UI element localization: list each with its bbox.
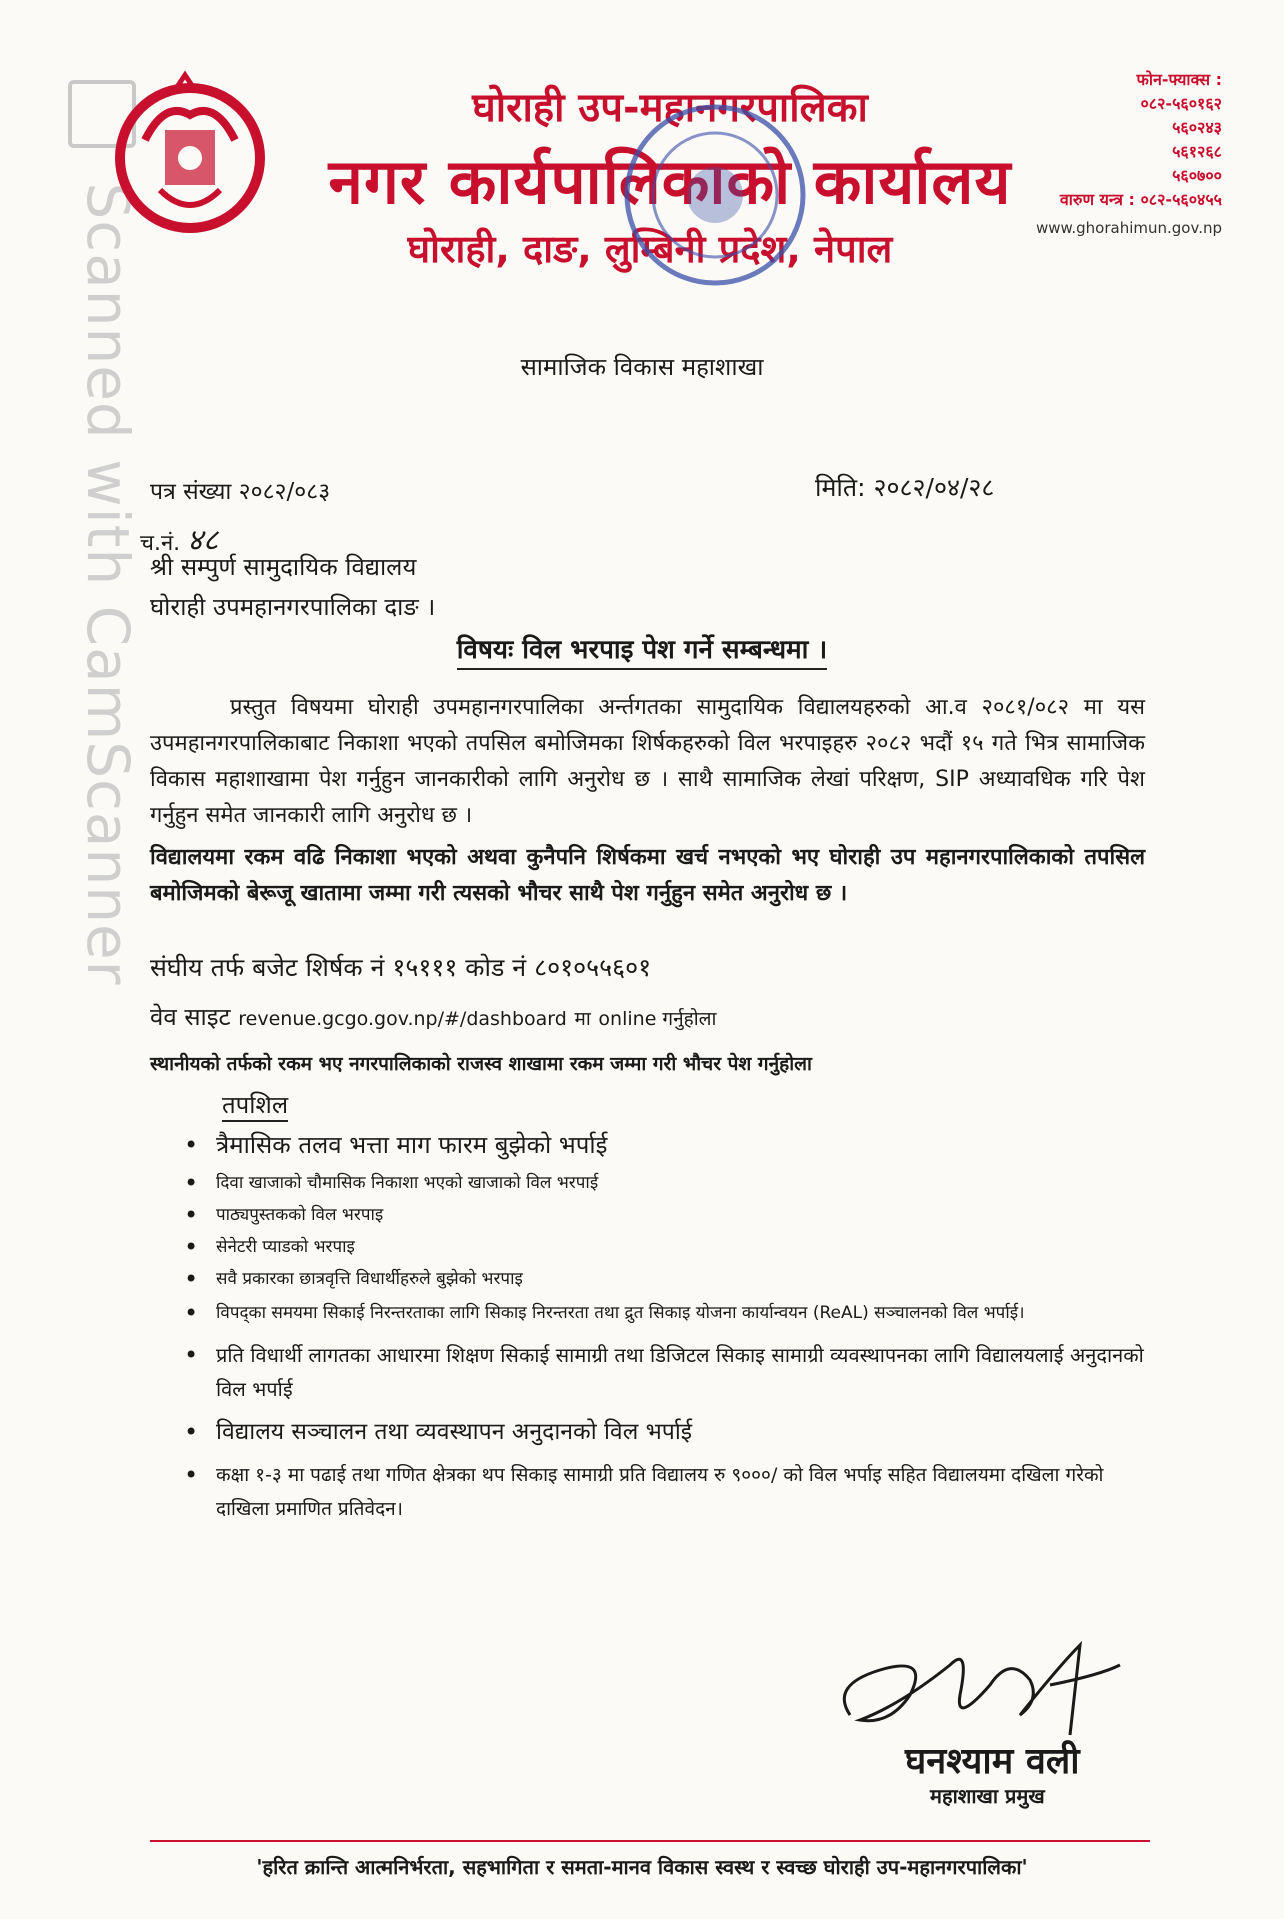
footer-slogan: 'हरित क्रान्ति आत्मनिर्भरता, सहभागिता र समता-मानव विकास स्वस्थ र स्वच्छ घोराही उप-महानगरपालिका' [256, 1855, 1028, 1879]
list-item: • प्रति विधार्थी लागतका आधारमा शिक्षण सिकाई सामाग्री तथा डिजिटल सिकाइ सामाग्री व्यवस्थापनका लागि विद्यालयलाई अनुदानको विल भर्पाई [178, 1338, 1153, 1406]
camscanner-watermark [58, 120, 148, 986]
website-line [150, 1000, 1150, 1033]
subject-text: विषयः विल भरपाइ पेश गर्ने सम्बन्धमा । [457, 635, 828, 670]
phone-number: ०८२-५६०१६२ [1140, 94, 1222, 113]
recipient-line-2: घोराही उपमहानगरपालिका दाङ । [150, 593, 436, 621]
website-label: वेव साइट [150, 1003, 231, 1031]
signatory-name: घनश्याम वली [905, 1741, 1080, 1782]
reference-number: पत्र संख्या २०८२/०८३ [150, 479, 331, 505]
list-item: • विद्यालय सञ्चालन तथा व्यवस्थापन अनुदानको विल भर्पाई [178, 1414, 1153, 1450]
list-item: • सवै प्रकारका छात्रवृत्ति विधार्थीहरुले बुझेको भरपाइ [178, 1266, 1153, 1292]
revenue-url: revenue.gcgo.gov.np/#/dashboard [238, 1008, 567, 1030]
dispatch-number-label: च.नं. [140, 531, 181, 556]
footer-divider [150, 1840, 1150, 1842]
details-heading: तपशिल [222, 1090, 288, 1122]
phone-fax-label: फोन-फ्याक्स : [1136, 70, 1222, 89]
office-stamp-icon [615, 95, 815, 295]
letter-date: मिति: २०८२/०४/२८ [815, 473, 995, 502]
website-address: www.ghorahimun.gov.np [1035, 219, 1222, 237]
list-item: • सेनेटरी प्याडको भरपाइ [178, 1234, 1153, 1260]
body-paragraph-1: प्रस्तुत विषयमा घोराही उपमहानगरपालिका अर्न्तगतका सामुदायिक विद्यालयहरुको आ.व २०८१/०८२ मा यस उपमहानगरपालिकाबाट निकाशा भएको तपसिल बमोजिमका शिर्षकहरुको विल भरपाइहरु २०८२ भदौं १५ गते भित्र सामाजिक विकास महाशाखामा पेश गर्नुहुन जानकारीको लागि अनुरोध छ । साथै सामाजिक लेखां परिक्षण, SIP अध्यावधिक गरि पेश गर्नुहुन समेत जानकारी लागि अनुरोध छ । [150, 695, 1145, 828]
budget-heading-line: संघीय तर्फ बजेट शिर्षक नं १५१११ कोड नं ८०१०५५६०१ [150, 953, 652, 982]
phone-number: ५६०७०० [1172, 166, 1222, 185]
phone-number: ५६०२४३ [1172, 118, 1222, 137]
office-address: घोराही, दाङ, लुम्बिनी प्रदेश, नेपाल [407, 227, 893, 271]
dispatch-number-value: ४८ [187, 523, 219, 558]
website-ma: मा [574, 1008, 591, 1030]
fire-service-number: वारुण यन्त्र : ०८२-५६०४५५ [1059, 190, 1222, 209]
body-paragraph-2: विद्यालयमा रकम वढि निकाशा भएको अथवा कुनैपनि शिर्षकमा खर्च नभएको भए घोराही उप महानगरपालिकाको तपसिल बमोजिमको बेरूजू खातामा जम्मा गरी त्यसको भौचर साथै पेश गर्नुहुन समेत अनुरोध छ । [150, 845, 1145, 906]
list-item: • कक्षा १-३ मा पढाई तथा गणित क्षेत्रका थप सिकाइ सामाग्री प्रति विद्यालय रु ९०००/ को विल भर्पाइ सहित विद्यालयमा दखिला गरेको दाखिला प्रमाणित प्रतिवेदन। [178, 1458, 1153, 1526]
website-instruction: online गर्नुहोला [598, 1008, 717, 1030]
department-name: सामाजिक विकास महाशाखा [520, 353, 764, 381]
office-name: नगर कार्यपालिकाको कार्यालय [328, 145, 1012, 218]
letter-subject [0, 630, 1284, 666]
local-revenue-line: स्थानीयको तर्फको रकम भए नगरपालिकाको राजस्व शाखामा रकम जम्मा गरी भौचर पेश गर्नुहोला [150, 1053, 812, 1075]
municipality-name: घोराही उप-महानगरपालिका [472, 85, 868, 131]
list-item: • त्रैमासिक तलव भत्ता माग फारम बुझेको भर्पाई [178, 1128, 1153, 1162]
watermark-text: Scanned with CamScanner [74, 182, 142, 986]
list-item: • पाठ्यपुस्तकको विल भरपाइ [178, 1202, 1153, 1228]
phone-number: ५६१२६८ [1172, 142, 1222, 161]
list-item: • दिवा खाजाको चौमासिक निकाशा भएको खाजाको विल भरपाई [178, 1170, 1153, 1196]
recipient-line-1: श्री सम्पुर्ण सामुदायिक विद्यालय [150, 553, 417, 581]
contact-block [992, 68, 1222, 240]
nepal-emblem-icon [105, 70, 275, 240]
details-list [178, 1128, 1153, 1526]
signatory-title: महाशाखा प्रमुख [930, 1784, 1045, 1808]
list-item: • विपद्का समयमा सिकाई निरन्तरताका लागि सिकाइ निरन्तरता तथा द्रुत सिकाइ योजना कार्यान्वयन (ReAL) सञ्चालनको विल भर्पाई। [178, 1298, 1153, 1328]
